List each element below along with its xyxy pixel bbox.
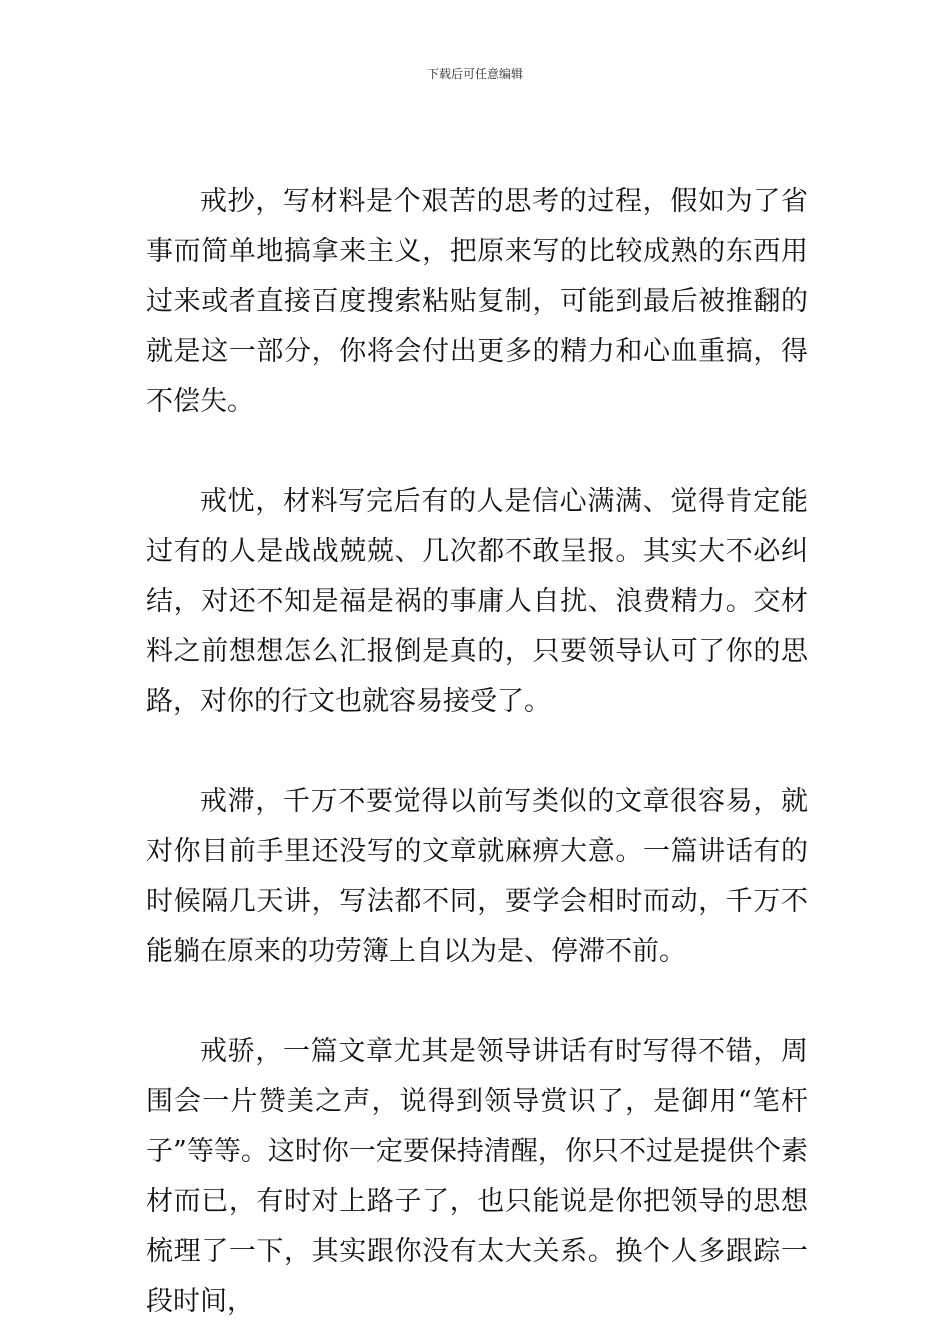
document-body [146, 177, 808, 1327]
paragraph-jie-zhi: 戒滞，千万不要觉得以前写类似的文章很容易，就对你目前手里还没写的文章就麻痹大意。一篇讲话有的时候隔几天讲，写法都不同，要学会相时而动，千万不能躺在原来的功劳簿上自以为是、停滞不前。 [146, 786, 808, 967]
paragraph-jie-jiao: 戒骄，一篇文章尤其是领导讲话有时写得不错，周围会一片赞美之声，说得到领导赏识了，是御用“笔杆子”等等。这时你一定要保持清醒，你只不过是提供个素材而已，有时对上路子了，也只能说是你把领导的思想梳理了一下，其实跟你没有太大关系。换个人多跟踪一段时间， [146, 1036, 808, 1317]
paragraph-jie-you: 戒忧，材料写完后有的人是信心满满、觉得肯定能过有的人是战战兢兢、几次都不敢呈报。其实大不必纠结，对还不知是福是祸的事庸人自扰、浪费精力。交材料之前想想怎么汇报倒是真的，只要领导认可了你的思路，对你的行文也就容易接受了。 [146, 486, 808, 717]
paragraph-jie-chao: 戒抄，写材料是个艰苦的思考的过程，假如为了省事而简单地搞拿来主义，把原来写的比较成熟的东西用过来或者直接百度搜索粘贴复制，可能到最后被推翻的就是这一部分，你将会付出更多的精力和心血重搞，得不偿失。 [146, 186, 808, 417]
page-header: 下载后可任意编辑 [426, 67, 523, 81]
